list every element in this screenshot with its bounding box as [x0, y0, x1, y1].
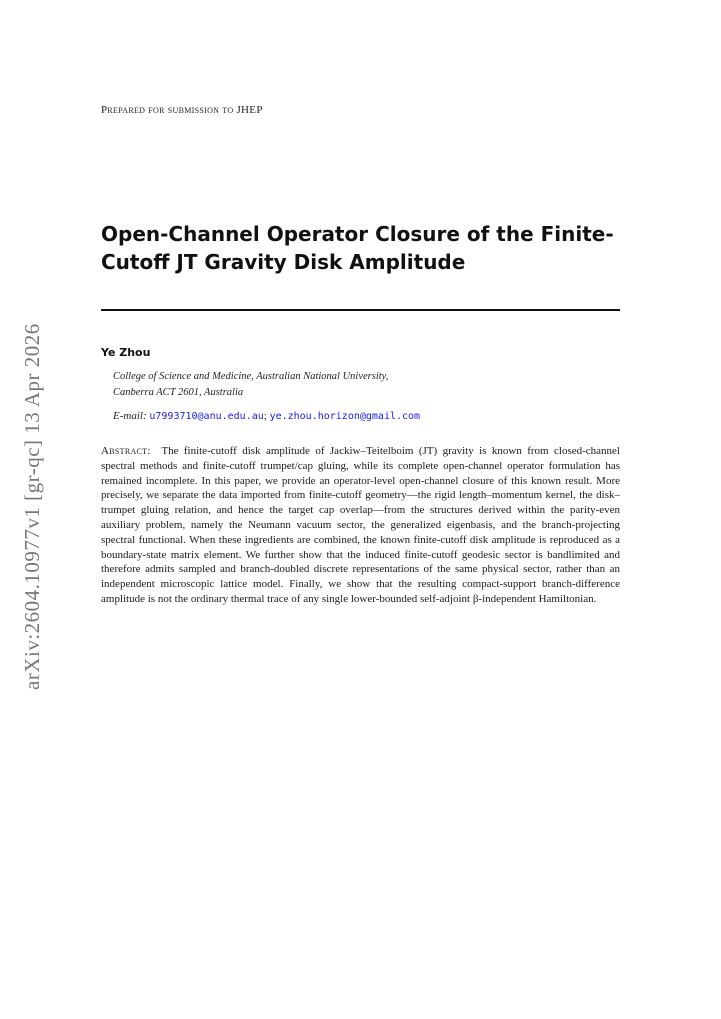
arxiv-stamp: arXiv:2604.10977v1 [gr-qc] 13 Apr 2026 [20, 323, 44, 690]
abstract-text: The finite-cutoff disk amplitude of Jackiw–Teitelboim (JT) gravity is known from closed-channel spectral methods and finite-cutoff trumpet/cap gluing, while its complete open-channel operator formulation has remained incomplete. In this paper, we provide an operator-level open-channel closure of this known result. More precisely, we separate the data imported from finite-cutoff geometry—the rigid length–momentum kernel, the disk–trumpet gluing relation, and hence the target cap overlap—from the structures derived within the parity-even auxiliary problem, namely the Neumann vacuum sector, the generalized eigenbasis, and the branch-projecting spectral functional. When these ingredients are combined, the known finite-cutoff disk amplitude is reproduced as a boundary-state matrix element. We further show that the induced finite-cutoff geodesic sector is bandlimited and therefore admits sampled and branch-doubled discrete representations of the same physical sector, rather than an independent microscopic lattice model. Finally, we show that the resulting compact-support branch-difference amplitude is not the ordinary thermal trace of any single lower-bounded self-adjoint β-independent Hamiltonian. [101, 445, 620, 605]
abstract [101, 444, 620, 607]
submission-note: Prepared for submission to JHEP [101, 104, 263, 116]
author-email [113, 410, 420, 422]
paper-title: Open-Channel Operator Closure of the Finite-Cutoff JT Gravity Disk Amplitude [101, 222, 614, 274]
email-separator: ; [263, 410, 267, 422]
email-link-2[interactable]: ye.zhou.horizon@gmail.com [269, 411, 421, 422]
abstract-label: Abstract: [101, 445, 151, 457]
title-rule [101, 309, 620, 311]
affiliation-line-2: Canberra ACT 2601, Australia [113, 387, 244, 398]
affiliation-line-1: College of Science and Medicine, Australian National University, [113, 371, 389, 382]
author-affiliation [113, 369, 388, 401]
author-name: Ye Zhou [101, 346, 151, 359]
email-link-1[interactable]: u7993710@anu.edu.au [149, 411, 264, 422]
email-label: E-mail: [113, 410, 147, 422]
